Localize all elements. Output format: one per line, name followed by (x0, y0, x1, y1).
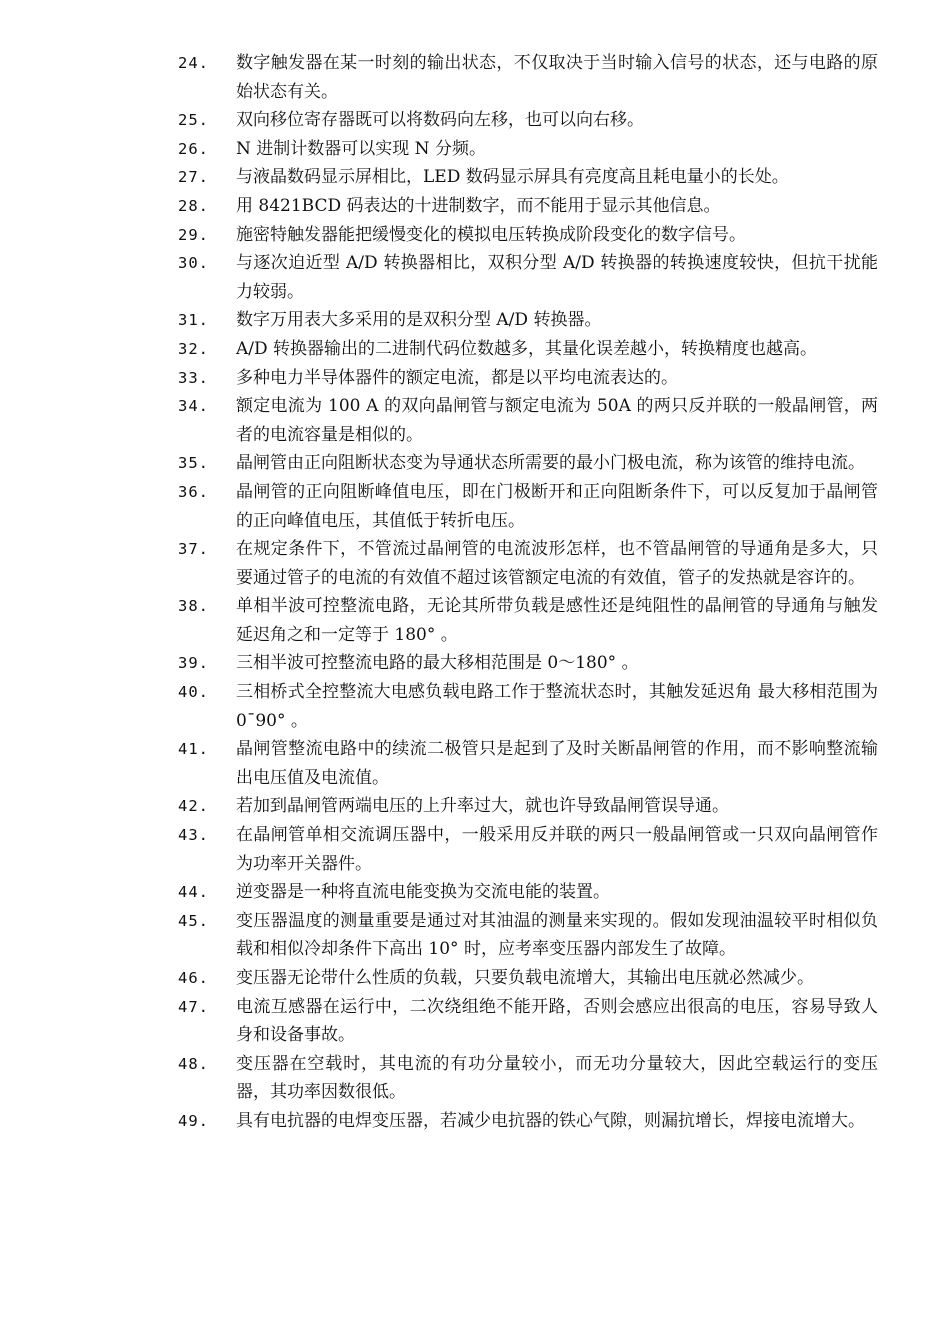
item-text: 三相半波可控整流电路的最大移相范围是 0～180° 。 (236, 653, 639, 674)
item-number: 37. (178, 540, 209, 559)
item-text: 多种电力半导体器件的额定电流，都是以平均电流表达的。 (236, 367, 678, 388)
list-item (178, 964, 878, 993)
item-text: 变压器温度的测量重要是通过对其油温的测量来实现的。假如发现油温较平时相似负载和相似冷却条件下高出 10° 时，应考率变压器内部发生了故障。 (236, 910, 878, 960)
item-number: 33. (178, 368, 209, 387)
item-number: 39. (178, 654, 209, 673)
item-number: 32. (178, 339, 209, 358)
item-text: 具有电抗器的电焊变压器，若减少电抗器的铁心气隙，则漏抗增长，焊接电流增大。 (236, 1110, 865, 1131)
item-number: 34. (178, 397, 209, 416)
list-item (178, 192, 878, 221)
list-item (178, 478, 878, 535)
item-number: 47. (178, 997, 209, 1016)
item-number: 36. (178, 482, 209, 501)
item-text: 施密特触发器能把缓慢变化的模拟电压转换成阶段变化的数字信号。 (236, 224, 746, 245)
item-text: 数字触发器在某一时刻的输出状态，不仅取决于当时输入信号的状态，还与电路的原始状态有关。 (236, 53, 878, 102)
item-text: 在规定条件下，不管流过晶闸管的电流波形怎样，也不管晶闸管的导通角是多大，只要通过管子的电流的有效值不超过该管额定电流的有效值，管子的发热就是容许的。 (236, 539, 878, 588)
list-item (178, 163, 878, 192)
item-number: 42. (178, 797, 209, 816)
item-number: 24. (178, 54, 209, 72)
item-text: 用 8421BCD 码表达的十进制数字，而不能用于显示其他信息。 (236, 195, 721, 216)
item-text: 逆变器是一种将直流电能变换为交流电能的装置。 (236, 882, 610, 903)
item-text: 电流互感器在运行中，二次绕组绝不能开路，否则会感应出很高的电压，容易导致人身和设备事故。 (236, 996, 878, 1046)
list-item (178, 392, 878, 449)
item-text: 在晶闸管单相交流调压器中，一般采用反并联的两只一般晶闸管或一只双向晶闸管作为功率开关器件。 (236, 825, 878, 874)
item-text: N 进制计数器可以实现 N 分频。 (236, 138, 486, 159)
list-item (178, 221, 878, 250)
statement-list (178, 49, 878, 1136)
list-item (178, 907, 878, 964)
list-item (178, 821, 878, 878)
list-item (178, 878, 878, 907)
list-item (178, 364, 878, 393)
item-text: 变压器在空载时，其电流的有功分量较小，而无功分量较大，因此空载运行的变压器，其功率因数很低。 (236, 1053, 878, 1103)
list-item (178, 306, 878, 335)
item-number: 41. (178, 740, 209, 759)
list-item (178, 335, 878, 364)
item-number: 44. (178, 883, 209, 902)
item-number: 45. (178, 911, 209, 930)
item-number: 48. (178, 1054, 209, 1073)
list-item (178, 649, 878, 678)
item-text: A/D 转换器输出的二进制代码位数越多，其量化误差越小，转换精度也越高。 (236, 338, 818, 359)
item-text: 数字万用表大多采用的是双积分型 A/D 转换器。 (236, 310, 602, 331)
item-text: 晶闸管的正向阻断峰值电压，即在门极断开和正向阻断条件下，可以反复加于晶闸管的正向峰值电压，其值低于转折电压。 (236, 481, 878, 531)
item-text: 变压器无论带什么性质的负载，只要负载电流增大，其输出电压就必然减少。 (236, 968, 814, 988)
list-item (178, 735, 878, 792)
item-text: 晶闸管由正向阻断状态变为导通状态所需要的最小门极电流，称为该管的维持电流。 (236, 453, 865, 474)
item-number: 30. (178, 254, 209, 273)
list-item (178, 449, 878, 478)
list-item (178, 993, 878, 1050)
list-item (178, 1107, 878, 1136)
list-item (178, 135, 878, 164)
item-number: 26. (178, 139, 209, 158)
list-item (178, 535, 878, 592)
item-text: 若加到晶闸管两端电压的上升率过大，就也许导致晶闸管误导通。 (236, 796, 729, 817)
item-number: 28. (178, 196, 209, 215)
item-text: 与液晶数码显示屏相比，LED 数码显示屏具有亮度高且耗电量小的长处。 (236, 167, 789, 188)
list-item (178, 792, 878, 821)
list-item (178, 592, 878, 649)
item-number: 46. (178, 969, 209, 987)
item-number: 27. (178, 168, 209, 187)
item-number: 35. (178, 454, 209, 473)
list-item (178, 1050, 878, 1107)
item-text: 额定电流为 100 A 的双向晶闸管与额定电流为 50A 的两只反并联的一般晶闸管，两者的电流容量是相似的。 (236, 396, 878, 445)
item-number: 31. (178, 311, 209, 330)
item-number: 29. (178, 225, 209, 244)
list-item (178, 106, 878, 135)
item-text: 晶闸管整流电路中的续流二极管只是起到了及时关断晶闸管的作用，而不影响整流输出电压值及电流值。 (236, 739, 878, 788)
item-number: 38. (178, 597, 209, 616)
item-number: 25. (178, 111, 209, 130)
list-item (178, 249, 878, 306)
item-number: 43. (178, 826, 209, 845)
item-number: 49. (178, 1111, 209, 1130)
item-text: 三相桥式全控整流大电感负载电路工作于整流状态时，其触发延迟角 最大移相范围为 0¯90° 。 (236, 682, 878, 731)
item-text: 双向移位寄存器既可以将数码向左移，也可以向右移。 (236, 110, 644, 131)
item-number: 40. (178, 683, 209, 702)
item-text: 与逐次迫近型 A/D 转换器相比，双积分型 A/D 转换器的转换速度较快，但抗干扰能力较弱。 (236, 253, 878, 302)
item-text: 单相半波可控整流电路，无论其所带负载是感性还是纯阻性的晶闸管的导通角与触发延迟角之和一定等于 180° 。 (236, 596, 878, 645)
list-item (178, 49, 878, 106)
list-item (178, 678, 878, 735)
